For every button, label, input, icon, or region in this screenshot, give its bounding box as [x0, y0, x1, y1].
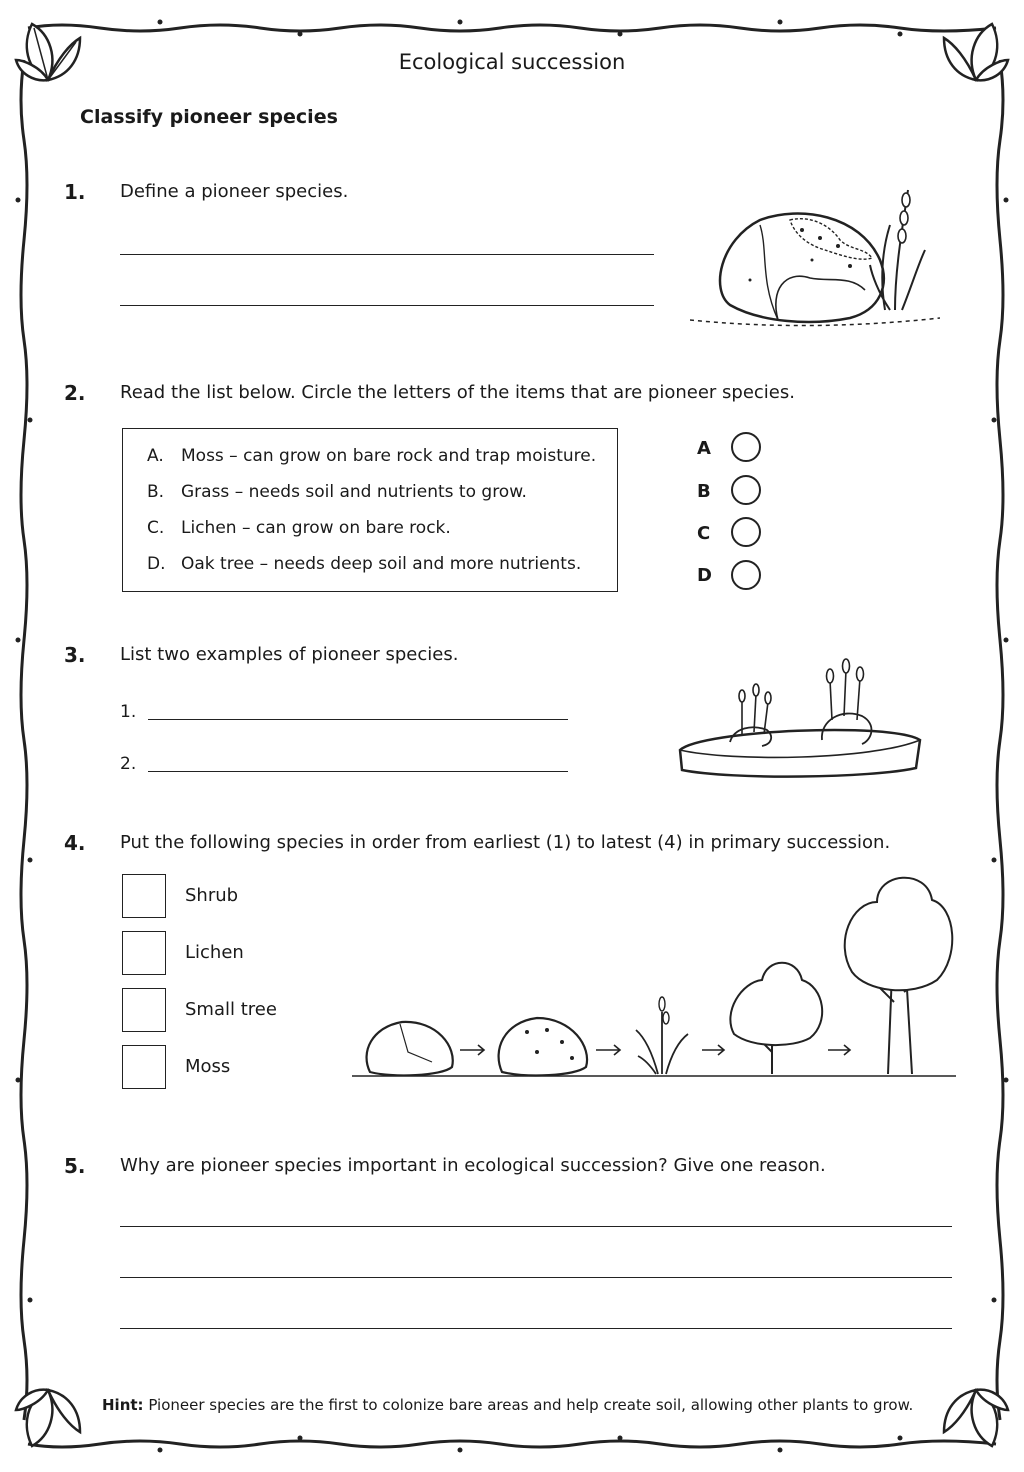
- q3-number: 3.: [64, 643, 86, 667]
- q5-text: Why are pioneer species important in ecological succession? Give one reason.: [120, 1155, 826, 1176]
- circle-label-c: C: [697, 523, 711, 544]
- circle-option-b[interactable]: [731, 475, 761, 505]
- bare-rock-moss-icon: [672, 650, 927, 785]
- leaf-corner-icon: [940, 1384, 1012, 1456]
- q1-answer-line-1[interactable]: [120, 254, 654, 255]
- q1-text: Define a pioneer species.: [120, 181, 349, 202]
- leaf-corner-icon: [12, 1384, 84, 1456]
- order-box-small-tree[interactable]: [122, 988, 166, 1032]
- order-label-lichen: Lichen: [185, 942, 244, 963]
- circle-option-d[interactable]: [731, 560, 761, 590]
- rock-with-lichen-icon: [690, 170, 940, 335]
- q3-item-2-number: 2.: [120, 754, 137, 774]
- page-title: Ecological succession: [398, 50, 626, 74]
- section-subtitle: Classify pioneer species: [80, 106, 338, 128]
- circle-option-c[interactable]: [731, 517, 761, 547]
- q2-option-b: B. Grass – needs soil and nutrients to grow.: [147, 482, 527, 502]
- q2-option-c: C. Lichen – can grow on bare rock.: [147, 518, 451, 538]
- hint-label: Hint:: [102, 1396, 144, 1414]
- q1-number: 1.: [64, 180, 86, 204]
- q3-answer-line-1[interactable]: [148, 719, 568, 720]
- order-box-moss[interactable]: [122, 1045, 166, 1089]
- circle-option-a[interactable]: [731, 432, 761, 462]
- hint-body: Pioneer species are the first to colonize bare areas and help create soil, allowing other plants to grow.: [143, 1396, 914, 1414]
- q2-text: Read the list below. Circle the letters of the items that are pioneer species.: [120, 382, 795, 403]
- succession-sequence-icon: [352, 862, 956, 1082]
- q5-number: 5.: [64, 1154, 86, 1178]
- order-box-shrub[interactable]: [122, 874, 166, 918]
- circle-label-b: B: [697, 481, 711, 502]
- q3-item-1-number: 1.: [120, 702, 137, 722]
- q2-option-d: D. Oak tree – needs deep soil and more nutrients.: [147, 554, 582, 574]
- q5-answer-line-1[interactable]: [120, 1226, 952, 1227]
- q2-option-a: A. Moss – can grow on bare rock and trap moisture.: [147, 446, 597, 466]
- order-label-moss: Moss: [185, 1056, 231, 1077]
- circle-label-a: A: [697, 438, 711, 459]
- q1-answer-line-2[interactable]: [120, 305, 654, 306]
- hint-text: [102, 1396, 913, 1414]
- q5-answer-line-2[interactable]: [120, 1277, 952, 1278]
- order-label-shrub: Shrub: [185, 885, 239, 906]
- q3-text: List two examples of pioneer species.: [120, 644, 459, 665]
- q3-answer-line-2[interactable]: [148, 771, 568, 772]
- q4-number: 4.: [64, 831, 86, 855]
- q2-number: 2.: [64, 381, 86, 405]
- q5-answer-line-3[interactable]: [120, 1328, 952, 1329]
- q2-options-box: [122, 428, 618, 592]
- order-box-lichen[interactable]: [122, 931, 166, 975]
- circle-label-d: D: [697, 565, 712, 586]
- q4-text: Put the following species in order from earliest (1) to latest (4) in primary succession.: [120, 832, 891, 853]
- order-label-small-tree: Small tree: [185, 999, 277, 1020]
